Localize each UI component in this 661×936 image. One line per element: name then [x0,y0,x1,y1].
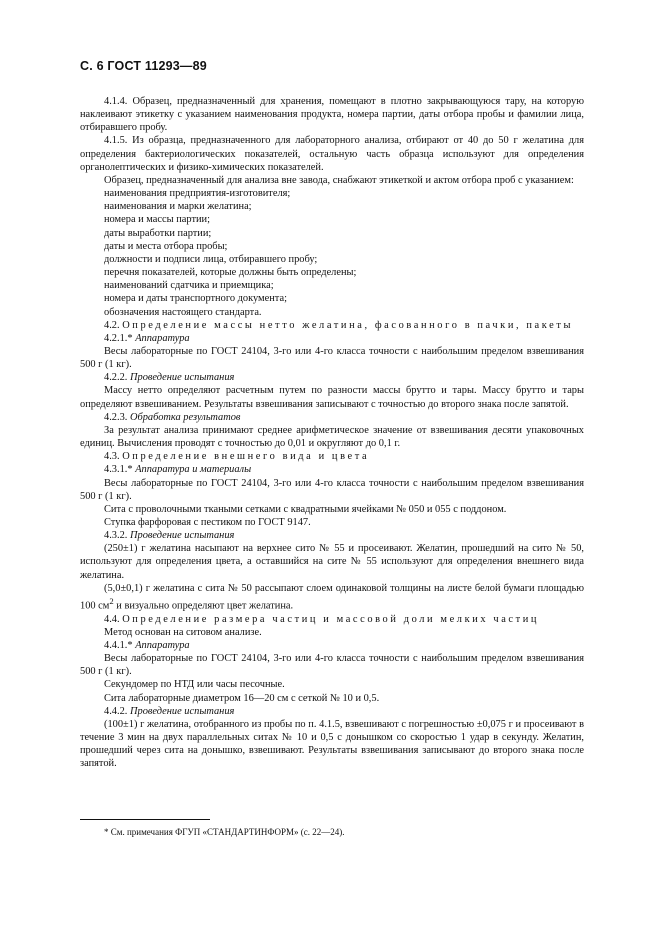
section-title: Аппаратура [135,639,190,651]
superscript: 2 [109,595,114,606]
subsection-4-3-2-heading [80,529,584,542]
section-title: Определение массы нетто желатина, фасованного в пачки, пакеты [122,319,574,331]
paragraph-4-3-1-c: Ступка фарфоровая с пестиком по ГОСТ 9147. [104,517,311,528]
section-title: Обработка результатов [130,411,241,423]
section-number: 4.3.1.* [104,464,133,476]
section-title: Определение внешнего вида и цвета [122,451,370,463]
paragraph-4-4: Метод основан на ситовом анализе. [104,626,262,638]
subsection-4-3-1-heading [80,463,584,476]
list-item: наименования предприятия-изготовителя; [104,188,291,200]
subsection-4-4-1-heading [80,639,584,652]
section-number: 4.2. [104,319,120,331]
section-number: 4.4.2. [104,705,128,717]
paragraph-text: (5,0±0,1) г желатина с сита № 50 рассыпают слоем одинаковой толщины на листе белой бумаги площадью 100 см [80,582,584,612]
paragraph-text: и визуально определяют цвет желатина. [113,600,294,612]
paragraph-4-2-1: Весы лабораторные по ГОСТ 24104, 3-го или 4-го класса точности с наибольшим пределом взвешивания 500 г (1 кг). [80,345,584,371]
list-item: наименования и марки желатина; [104,201,252,213]
paragraph-4-3-1-a: Весы лабораторные по ГОСТ 24104, 3-го или 4-го класса точности с наибольшим пределом взвешивания 500 г (1 кг). [80,477,584,502]
paragraph-4-4-1-c: Сита лабораторные диаметром 16—20 см с сеткой № 10 и 0,5. [104,692,380,704]
list-item: обозначения настоящего стандарта. [104,306,262,318]
list-item: номера и даты транспортного документа; [104,293,287,305]
section-title: Проведение испытания [130,372,235,384]
section-4-4-heading [80,613,584,626]
paragraph-4-3-2-a: (250±1) г желатина насыпают на верхнее сито № 55 и просеивают. Желатин, прошедший на сито № 50, используют для определения цвета, а оставшийся на сите № 55 используют для определения внешнего вида желатина. [80,543,584,581]
paragraph-4-4-1-a: Весы лабораторные по ГОСТ 24104, 3-го или 4-го класса точности с наибольшим пределом взвешивания 500 г (1 кг). [80,653,584,678]
paragraph-4-3-1-b: Сита с проволочными ткаными сетками с квадратными ячейками № 050 и 055 с поддоном. [104,503,507,515]
paragraph-4-1-4: 4.1.4. Образец, предназначенный для хранения, помещают в плотно закрывающуюся тару, на которую наклеивают этикетку с указанием наименования продукта, номера партии, даты отбора пробы и фамилии лица, отбиравшего пробу. [80,96,584,134]
paragraph-4-2-2: Массу нетто определяют расчетным путем по разности массы брутто и тары. Массу брутто и тары определяют взвешиванием. Результаты взвешивания записывают с точностью до второго знака после запятой. [80,385,584,410]
list-item: номера и массы партии; [104,214,211,226]
section-number: 4.2.1.* [104,332,133,344]
list-item: должности и подписи лица, отбиравшего пробу; [104,253,318,265]
section-title: Проведение испытания [130,705,235,717]
label-intro: Образец, предназначенный для анализа вне завода, снабжают этикеткой и актом отбора проб с указанием: [104,174,574,186]
paragraph-4-3-2-b [80,582,584,613]
paragraph-4-1-5: 4.1.5. Из образца, предназначенного для лабораторного анализа, отбирают от 40 до 50 г желатина для определения бактериологических показателей, остальную часть образца используют для определения органолептических и физико-химических показателей. [80,135,584,173]
section-number: 4.3.2. [104,530,128,542]
section-title: Аппаратура и материалы [135,464,252,476]
paragraph-4-4-1-b: Секундомер по НТД или часы песочные. [104,679,285,691]
list-item: даты и места отбора пробы; [104,240,228,252]
footnote: * См. примечания ФГУП «СТАНДАРТИНФОРМ» (с. 22—24). [104,827,345,837]
subsection-4-2-3-heading [80,411,584,424]
section-title: Проведение испытания [130,530,235,542]
section-title: Определение размера частиц и массовой доли мелких частиц [122,613,540,625]
paragraph-4-2-3: За результат анализа принимают среднее арифметическое значение от взвешивания десяти упаковочных единиц. Вычисления проводят с точностью до 0,01 и округляют до 0,1 г. [80,424,584,450]
subsection-4-4-2-heading [80,705,584,718]
list-item: наименований сдатчика и приемщика; [104,280,274,292]
section-4-3-heading [80,450,584,463]
document-body [80,95,584,770]
list-item: перечня показателей, которые должны быть определены; [104,267,357,279]
section-number: 4.3. [104,451,120,463]
list-item: даты выработки партии; [104,227,212,239]
footnote-divider [80,819,210,820]
section-4-2-heading [80,319,584,332]
page-header: С. 6 ГОСТ 11293—89 [80,59,207,73]
section-number: 4.2.2. [104,372,128,384]
section-number: 4.4. [104,613,120,625]
paragraph-4-4-2: (100±1) г желатина, отобранного из пробы по п. 4.1.5, взвешивают с погрешностью ±0,075 г и просеивают в течение 3 мин на двух параллельных ситах № 10 и 0,5 с донышком со скоростью 1 удар в секунду. Желатин, прошедший через сита на донышко, взвешивают. Результаты взвешивания записывают до второго знака после запятой. [80,718,584,770]
section-number: 4.2.3. [104,411,128,423]
subsection-4-2-1-heading [80,332,584,345]
section-number: 4.4.1.* [104,639,133,651]
subsection-4-2-2-heading [80,371,584,384]
section-title: Аппаратура [135,332,190,344]
